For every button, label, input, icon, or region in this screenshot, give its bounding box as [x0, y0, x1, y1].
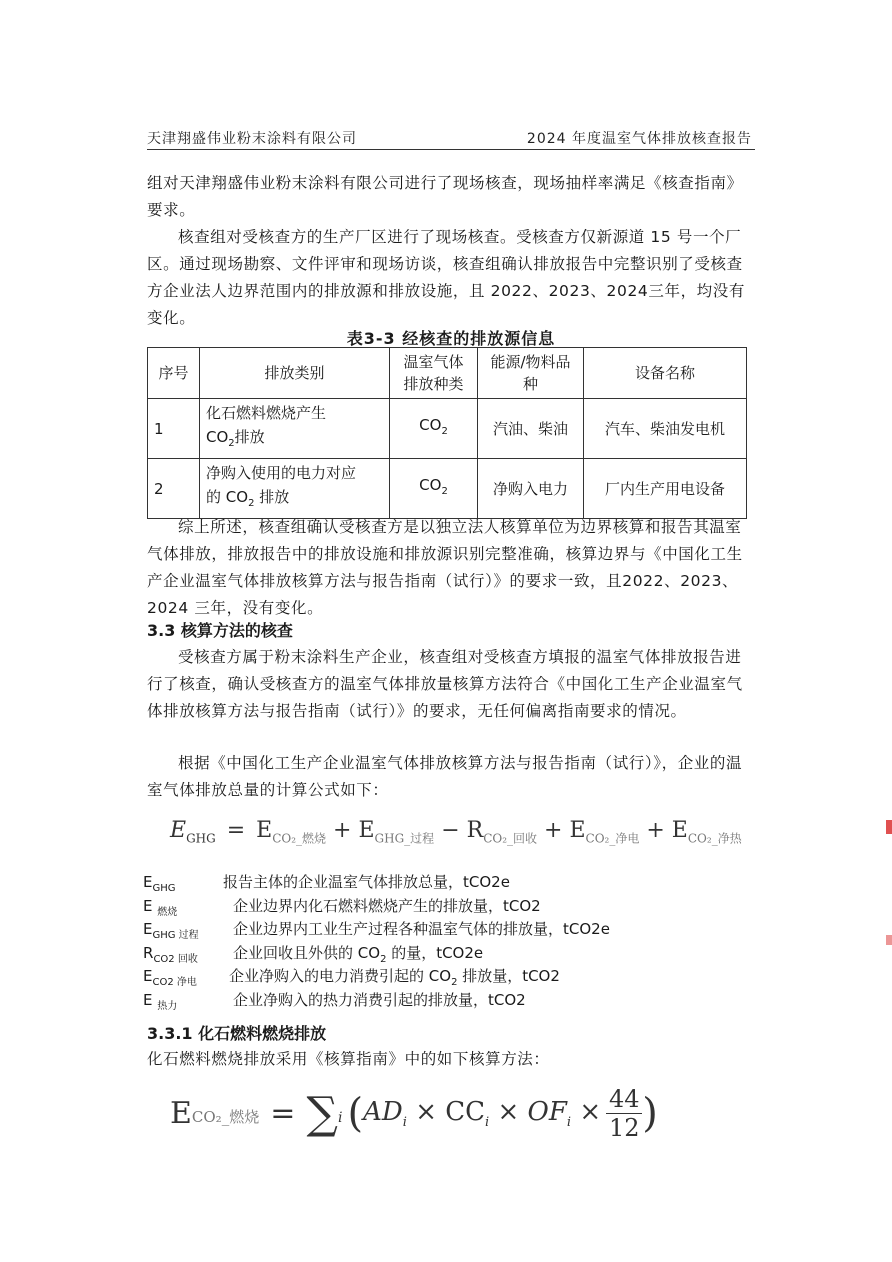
- col-header-no: 序号: [148, 348, 200, 399]
- table-header-row: [148, 348, 747, 399]
- col-header-gas: 温室气体排放种类: [390, 348, 478, 399]
- list-item: $R_{CO2 回收}$ 企业回收且外供的 $CO_2$ 的量，tCO2e: [143, 943, 484, 965]
- scan-mark: [886, 820, 892, 834]
- col-header-category: 排放类别: [200, 348, 390, 399]
- section-3-3-1-heading: 3.3.1 化石燃料燃烧排放: [147, 1024, 327, 1043]
- table-row: [148, 459, 747, 519]
- combustion-emission-formula: $E_{CO_2\_燃烧} = \sum_i$ ($AD_i \times CC_i \times OF_i$ × $\frac{44}{12}$ ): [170, 1085, 658, 1142]
- cell-gas: $CO_2$: [390, 399, 478, 459]
- header-company: 天津翔盛伟业粉末涂料有限公司: [147, 131, 357, 147]
- section-3-3-1-paragraph: 化石燃料燃烧排放采用《核算指南》中的如下核算方法：: [147, 1050, 550, 1068]
- section-3-3-paragraph-2: 根据《中国化工生产企业温室气体排放核算方法与报告指南（试行）》，企业的温室气体排放总量的计算公式如下：: [147, 754, 743, 799]
- cell-no: 1: [148, 399, 200, 459]
- intro-paragraph-2: 核查组对受核查方的生产厂区进行了现场核查。受核查方仅新源道 15 号一个厂区。通过现场勘察、文件评审和现场访谈，核查组确认排放报告中完整识别了受核查方企业法人边界范围内的排放源和排放设施，且 2022、2023、2024三年，均没有变化。: [147, 228, 745, 327]
- section-3-3-heading: 3.3 核算方法的核查: [147, 621, 293, 640]
- header-report-title: 2024 年度温室气体排放核查报告: [526, 131, 752, 147]
- cell-equipment: 厂内生产用电设备: [584, 459, 747, 519]
- table-row: [148, 399, 747, 459]
- header-divider: [147, 149, 755, 150]
- ghg-total-formula: $E_{GHG} = E_{CO_2\_燃烧} + E_{GHG\_过程} - R_{CO_2\_回收} + E_{CO_2\_净电} + E_{CO_2\_净热}$: [170, 818, 742, 846]
- formula-definitions: [143, 871, 763, 1012]
- emission-source-table: [147, 347, 747, 519]
- cell-equipment: 汽车、柴油发电机: [584, 399, 747, 459]
- list-item: E $_{燃烧}$ 企业边界内化石燃料燃烧产生的排放量，tCO2: [143, 896, 541, 918]
- col-header-equipment: 设备名称: [584, 348, 747, 399]
- cell-fuel: 汽油、柴油: [478, 399, 584, 459]
- intro-paragraph-1: 组对天津翔盛伟业粉末涂料有限公司进行了现场核查，现场抽样率满足《核查指南》要求。: [147, 174, 743, 219]
- cell-no: 2: [148, 459, 200, 519]
- list-item: $E_{GHG 过程}$ 企业边界内工业生产过程各种温室气体的排放量，tCO2e: [143, 920, 610, 941]
- fraction-44-12: $\frac{44}{12}$: [606, 1085, 642, 1142]
- summary-paragraph: 综上所述，核查组确认受核查方是以独立法人核算单位为边界核算和报告其温室气体排放，排放报告中的排放设施和排放源识别完整准确，核算边界与《中国化工生产企业温室气体排放核算方法与报告指南（试行）》的要求一致，且2022、2023、2024 三年，没有变化。: [147, 518, 743, 617]
- list-item: $E_{GHG}$ 报告主体的企业温室气体排放总量，tCO2e: [143, 873, 510, 894]
- list-item: E $_{热力}$ 企业净购入的热力消费引起的排放量，tCO2: [143, 990, 526, 1012]
- cell-category: 化石燃料燃烧产生 $CO_2$排放: [200, 399, 390, 459]
- list-item: $E_{CO2 净电}$ 企业净购入的电力消费引起的 $CO_2$ 排放量，tCO2: [143, 967, 560, 988]
- cell-fuel: 净购入电力: [478, 459, 584, 519]
- table-caption: 表3-3 经核查的排放源信息: [346, 329, 556, 348]
- cell-category: 净购入使用的电力对应 的 $CO_2$ 排放: [200, 459, 390, 519]
- scan-mark: [886, 935, 892, 945]
- cell-gas: $CO_2$: [390, 459, 478, 519]
- section-3-3-paragraph-1: 受核查方属于粉末涂料生产企业，核查组对受核查方填报的温室气体排放报告进行了核查，确认受核查方的温室气体排放量核算方法符合《中国化工生产企业温室气体排放核算方法与报告指南（试行）》的要求，无任何偏离指南要求的情况。: [147, 648, 743, 720]
- col-header-fuel: 能源/物料品种: [478, 348, 584, 399]
